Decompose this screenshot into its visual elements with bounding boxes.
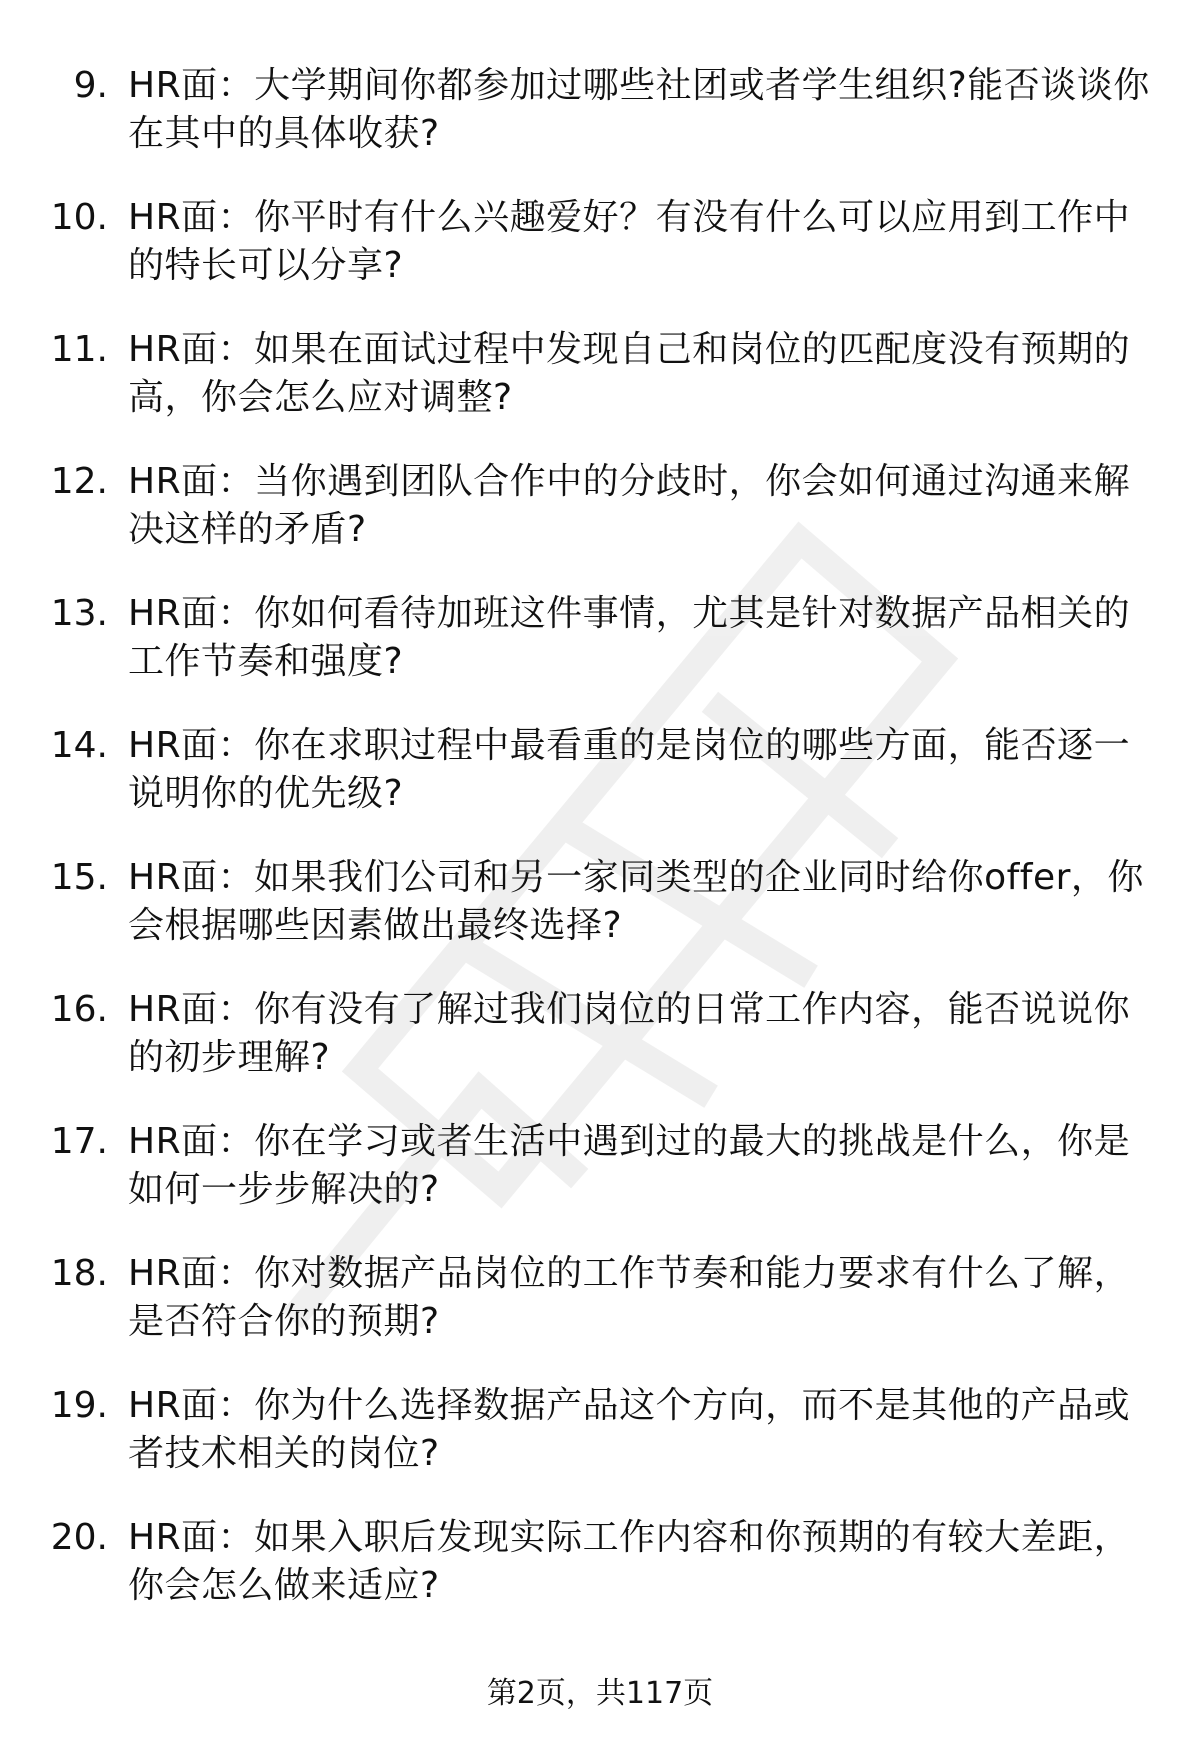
list-item [0,1382,1200,1514]
list-item [0,458,1200,590]
list-item [0,854,1200,986]
item-text: HR面：你为什么选择数据产品这个方向，而不是其他的产品或者技术相关的岗位? [128,1385,1131,1474]
item-text: HR面：你有没有了解过我们岗位的日常工作内容，能否说说你的初步理解? [128,989,1131,1078]
item-text: HR面：大学期间你都参加过哪些社团或者学生组织?能否谈谈你在其中的具体收获? [128,65,1150,154]
item-number: 18. [50,1253,108,1294]
item-text: HR面：你在学习或者生活中遇到过的最大的挑战是什么，你是如何一步步解决的? [128,1121,1131,1210]
item-number: 17. [50,1121,108,1162]
item-text: HR面：你平时有什么兴趣爱好？有没有什么可以应用到工作中的特长可以分享? [128,197,1131,286]
item-text: HR面：你在求职过程中最看重的是岗位的哪些方面，能否逐一说明你的优先级? [128,725,1131,814]
item-number: 15. [50,857,108,898]
list-item [0,1514,1200,1646]
item-number: 20. [50,1517,108,1558]
list-item [0,1118,1200,1250]
item-number: 16. [50,989,108,1030]
item-text: HR面：当你遇到团队合作中的分歧时，你会如何通过沟通来解决这样的矛盾? [128,461,1131,550]
question-list [0,62,1200,1646]
item-number: 19. [50,1385,108,1426]
list-item [0,194,1200,326]
list-item [0,62,1200,194]
list-item [0,986,1200,1118]
item-text: HR面：你对数据产品岗位的工作节奏和能力要求有什么了解，是否符合你的预期? [128,1253,1131,1342]
list-item [0,326,1200,458]
page-footer: 第2页，共117页 [486,1676,714,1711]
item-text: HR面：如果我们公司和另一家同类型的企业同时给你offer，你会根据哪些因素做出最终选择? [128,857,1144,946]
item-number: 11. [50,329,108,370]
item-number: 12. [50,461,108,502]
item-number: 13. [50,593,108,634]
item-number: 10. [50,197,108,238]
item-text: HR面：你如何看待加班这件事情，尤其是针对数据产品相关的工作节奏和强度? [128,593,1131,682]
list-item [0,722,1200,854]
item-number: 14. [50,725,108,766]
list-item [0,590,1200,722]
item-text: HR面：如果在面试过程中发现自己和岗位的匹配度没有预期的高，你会怎么应对调整? [128,329,1131,418]
item-text: HR面：如果入职后发现实际工作内容和你预期的有较大差距，你会怎么做来适应? [128,1517,1131,1606]
list-item [0,1250,1200,1382]
item-number: 9. [73,65,108,106]
